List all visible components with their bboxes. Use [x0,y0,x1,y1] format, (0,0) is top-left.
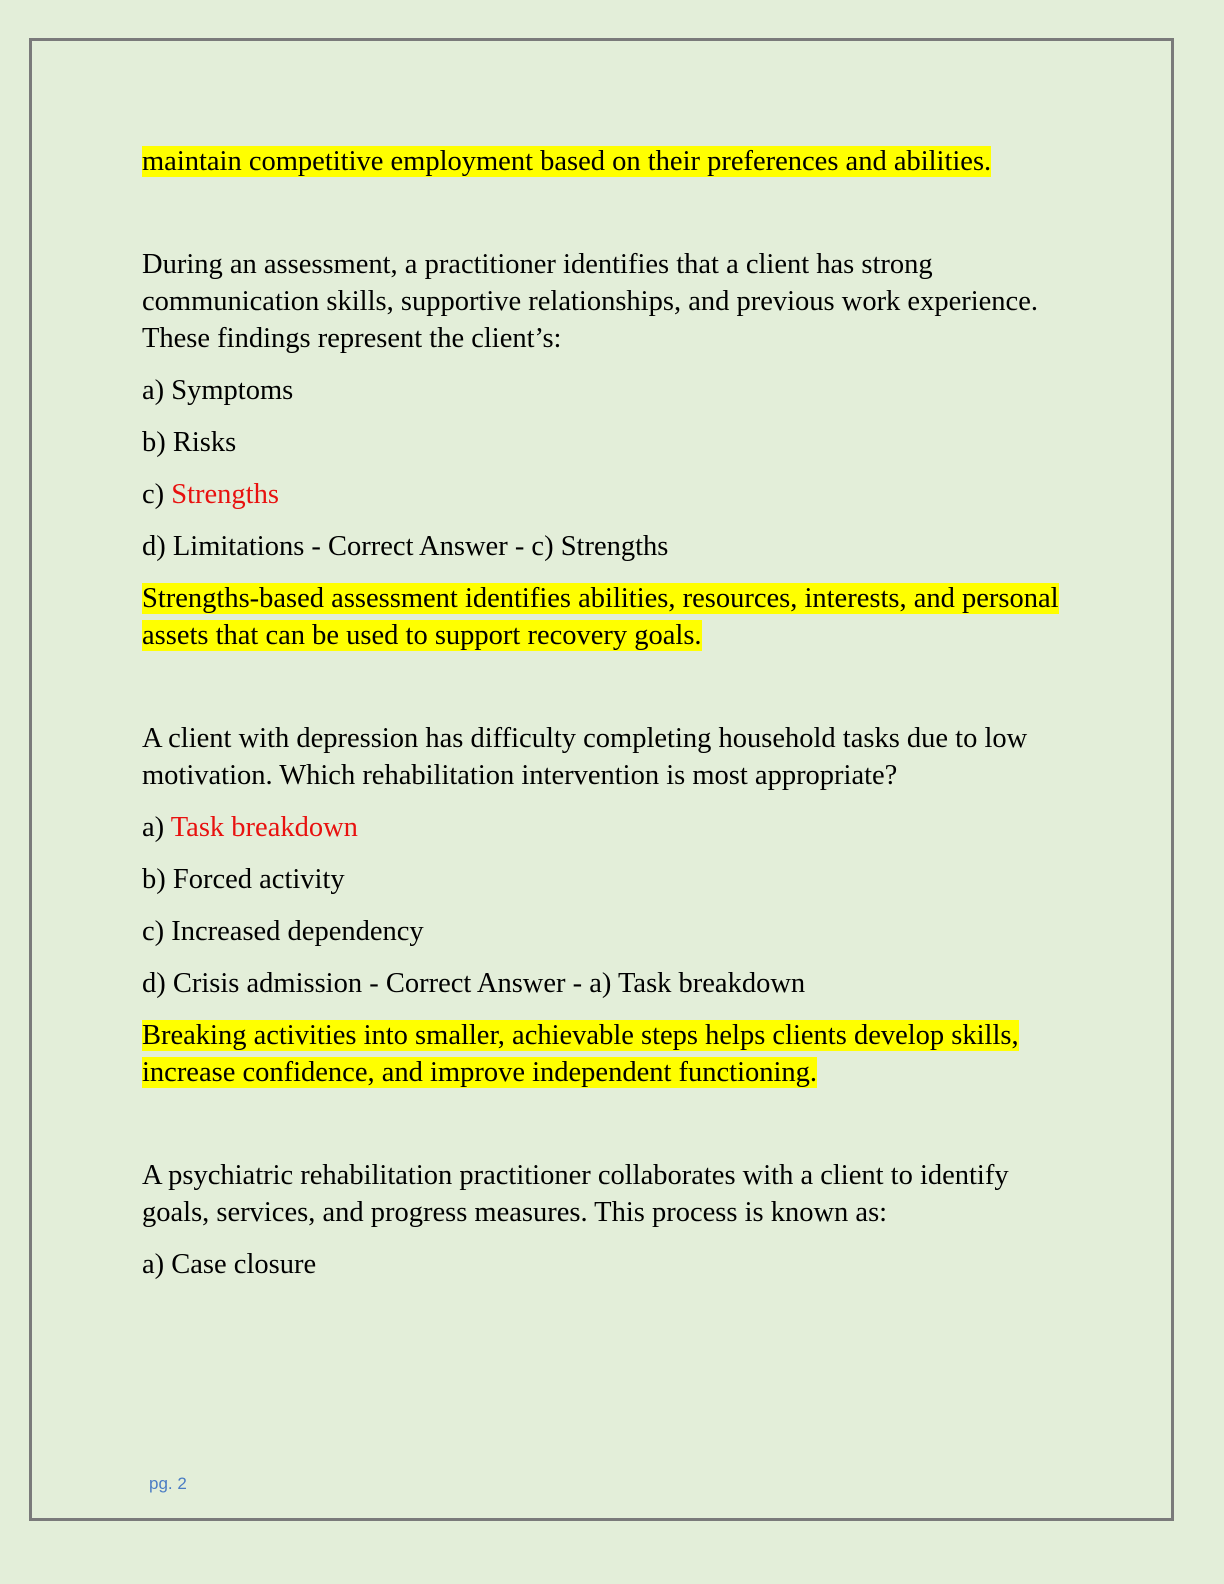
answer-option: d) Limitations - Correct Answer - c) Strengths [142,531,669,562]
highlighted-text: Strengths-based assessment identifies abilities, resources, interests, and personal assets that can be used to support recovery goals. [142,583,1059,651]
answer-option-correct: a) Task breakdown [142,812,358,843]
answer-option: a) Symptoms [142,375,294,406]
answer-option-correct: c) Strengths [142,479,279,510]
question-stem: During an assessment, a practitioner identifies that a client has strong communication skills, supportive relationships, and previous work experience. These findings represent the client’s: [142,249,1038,354]
correct-answer-text: Task breakdown [170,812,358,843]
correct-answer-note: - Correct Answer - c) Strengths [304,531,669,562]
intro-explanation [142,143,1072,180]
document-content [142,143,1072,1298]
page-number: pg. 2 [149,1474,187,1493]
highlighted-text: Breaking activities into smaller, achievable steps helps clients develop skills, increase confidence, and improve independent functioning. [142,1020,1019,1088]
highlighted-text: maintain competitive employment based on their preferences and abilities. [142,146,992,177]
answer-option: a) Case closure [142,1249,317,1280]
answer-option: c) Increased dependency [142,916,424,947]
answer-option: b) Risks [142,427,237,458]
question-stem: A psychiatric rehabilitation practitioner collaborates with a client to identify goals, services, and progress measures. This process is known as: [142,1160,1009,1228]
question-stem: A client with depression has difficulty completing household tasks due to low motivation. Which rehabilitation intervention is most appropriate? [142,723,1028,791]
answer-explanation [142,580,1072,654]
answer-explanation [142,1017,1072,1091]
correct-answer-text: Strengths [171,479,279,510]
correct-answer-note: - Correct Answer - a) Task breakdown [362,968,806,999]
answer-option: d) Crisis admission - Correct Answer - a) Task breakdown [142,968,806,999]
answer-option: b) Forced activity [142,864,345,895]
